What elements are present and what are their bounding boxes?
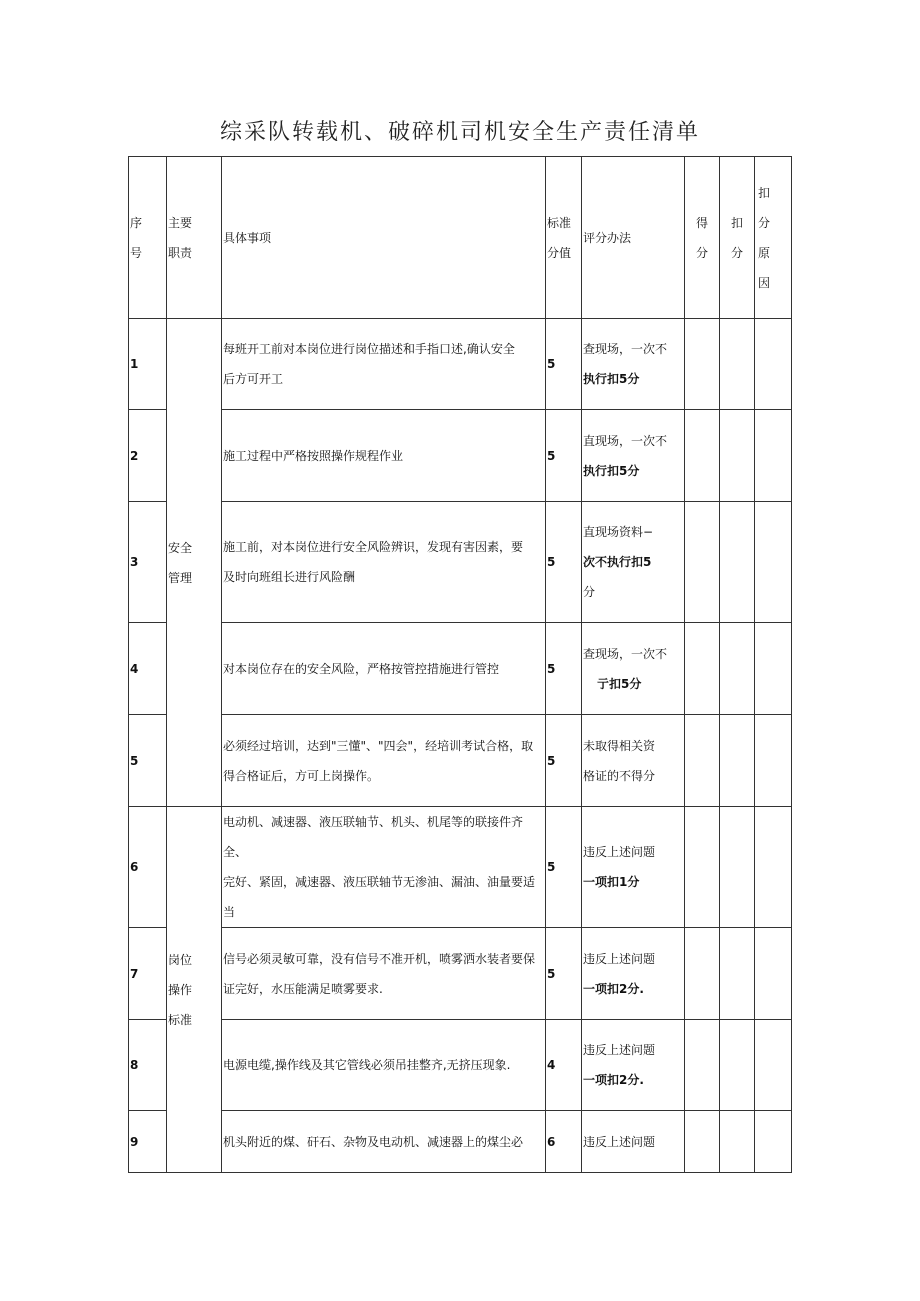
row-reason [755,807,792,928]
row-method: 直现场资料− 次不执行扣5 分 [582,502,685,623]
row-score [685,1020,720,1111]
page-title: 综采队转载机、破碎机司机安全生产责任清单 [219,120,700,145]
row-item: 施工过程中严格按照操作规程作业 [222,410,546,502]
row-item: 电源电缆,操作线及其它管线必须吊挂整齐,无挤压现象. [222,1020,546,1111]
row-reason [755,1111,792,1173]
responsibility-table [128,156,792,1173]
header-seq: 序 号 [129,157,167,319]
row-item: 对本岗位存在的安全风险，严格按管控措施进行管控 [222,623,546,715]
row-seq: 5 [129,715,167,807]
row-seq: 7 [129,928,167,1020]
group-cell: 岗位 操作 标准 [167,807,222,1173]
row-score [685,319,720,410]
row-method: 未取得相关资 格证的不得分 [582,715,685,807]
row-method: 违反上述问题 一项扣2分. [582,1020,685,1111]
table-row [129,319,792,410]
table-row [129,502,792,623]
row-score [685,928,720,1020]
row-seq: 2 [129,410,167,502]
row-score [685,715,720,807]
row-deduct [720,1020,755,1111]
row-deduct [720,319,755,410]
row-std: 5 [546,319,582,410]
row-deduct [720,502,755,623]
row-seq: 1 [129,319,167,410]
row-std: 4 [546,1020,582,1111]
row-score [685,1111,720,1173]
table-row [129,807,792,928]
row-reason [755,623,792,715]
header-score: 得 分 [685,157,720,319]
header-deduct: 扣 分 [720,157,755,319]
table-row [129,1020,792,1111]
row-std: 5 [546,502,582,623]
row-reason [755,319,792,410]
row-seq: 6 [129,807,167,928]
row-seq: 9 [129,1111,167,1173]
row-item: 机头附近的煤、矸石、杂物及电动机、减速器上的煤尘必 [222,1111,546,1173]
row-reason [755,715,792,807]
row-method: 查现场，一次不 执行扣5分 [582,319,685,410]
row-deduct [720,715,755,807]
header-row [129,157,792,319]
header-item: 具体事项 [222,157,546,319]
row-score [685,410,720,502]
header-method: 评分办法 [582,157,685,319]
row-seq: 3 [129,502,167,623]
row-score [685,807,720,928]
table-row [129,715,792,807]
table-row [129,928,792,1020]
row-method: 违反上述问题 [582,1111,685,1173]
row-item: 电动机、减速器、液压联轴节、机头、机尾等的联接件齐全、 完好、紧固，减速器、液压联轴节无渗油、漏油、油量要适 当 [222,807,546,928]
row-deduct [720,928,755,1020]
row-std: 5 [546,715,582,807]
row-reason [755,502,792,623]
row-deduct [720,807,755,928]
row-deduct [720,1111,755,1173]
row-item: 施工前，对本岗位进行安全风险辨识，发现有害因素，要 及时向班组长进行风险酬 [222,502,546,623]
table-row [129,1111,792,1173]
row-std: 5 [546,928,582,1020]
header-std: 标准 分值 [546,157,582,319]
row-std: 5 [546,807,582,928]
row-reason [755,1020,792,1111]
group-cell: 安全 管理 [167,319,222,807]
row-std: 5 [546,410,582,502]
row-method: 违反上述问题 一项扣1分 [582,807,685,928]
row-score [685,502,720,623]
row-item: 信号必须灵敏可靠，没有信号不准开机，喷雾洒水装者要保 证完好，水压能满足喷雾要求. [222,928,546,1020]
table-row [129,410,792,502]
row-std: 5 [546,623,582,715]
row-reason [755,928,792,1020]
row-deduct [720,623,755,715]
row-seq: 4 [129,623,167,715]
row-deduct [720,410,755,502]
row-seq: 8 [129,1020,167,1111]
header-reason: 扣 分 原 因 [755,157,792,319]
row-reason [755,410,792,502]
row-item: 必须经过培训，达到"三懂"、"四会"，经培训考试合格，取 得合格证后，方可上岗操作。 [222,715,546,807]
row-score [685,623,720,715]
table-row [129,623,792,715]
row-method: 直现场，一次不 执行扣5分 [582,410,685,502]
row-method: 查现场，一次不 亍扣5分 [582,623,685,715]
header-duty: 主要 职责 [167,157,222,319]
row-method: 违反上述问题 一项扣2分. [582,928,685,1020]
row-item: 每班开工前对本岗位进行岗位描述和手指口述,确认安全 后方可开工 [222,319,546,410]
row-std: 6 [546,1111,582,1173]
